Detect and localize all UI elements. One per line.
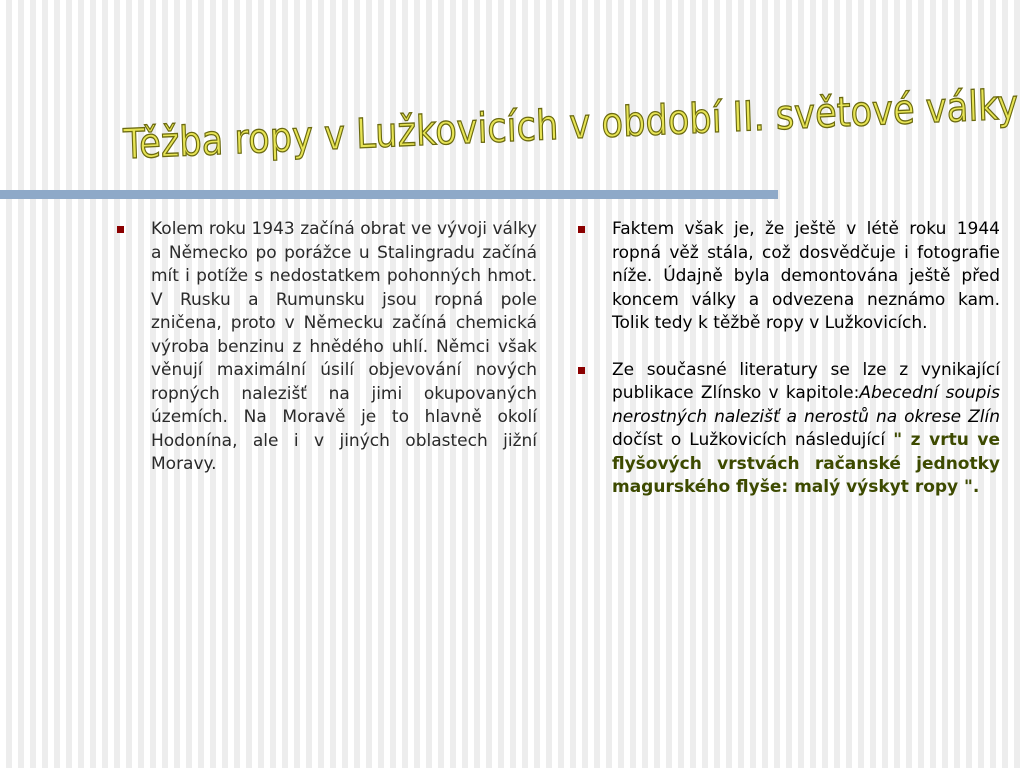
title-underline-rule <box>0 190 778 199</box>
bullet-item <box>113 218 537 477</box>
highlighted-quote: " z vrtu ve flyšových vrstvách račanské jednotky magurského flyše: malý výskyt ropy ". <box>612 430 1000 497</box>
right-paragraph-2 <box>612 359 1000 500</box>
square-bullet-icon <box>117 226 124 233</box>
bullet-item <box>574 218 1000 336</box>
slide-title: Těžba ropy v Lužkovicích v období II. světové války <box>122 80 1019 169</box>
paragraph-middle: dočíst o Lužkovicích následující <box>612 430 894 450</box>
publication-chapter-title: Abecední soupis nerostných nalezišť a nerostů na okrese Zlín <box>612 383 1000 427</box>
paragraph-intro: Ze současné literatury se lze z vynikající publikace Zlínsko v kapitole: <box>612 359 1000 403</box>
right-column <box>574 218 1000 523</box>
square-bullet-icon <box>578 367 585 374</box>
left-column <box>113 218 537 500</box>
left-paragraph: Kolem roku 1943 začíná obrat ve vývoji války a Německo po porážce u Stalingradu začíná mít i potíže s nedostatkem pohonných hmot. V Rusku a Rumunsku jsou ropná pole zničena, proto v Německu začíná chemická výroba benzinu z hnědého uhlí. Němci však věnují maximální úsilí objevování nových ropných nalezišť na jimi okupovaných územích. Na Moravě je to hlavně okolí Hodonína, ale i v jiných oblastech jižní Moravy. <box>151 219 537 474</box>
square-bullet-icon <box>578 226 585 233</box>
right-paragraph-1: Faktem však je, že ještě v létě roku 1944 ropná věž stála, což dosvědčuje i fotografie níže. Údajně byla demontována ještě před koncem války a odvezena neznámo kam. Tolik tedy k těžbě ropy v Lužkovicích. <box>612 219 1000 333</box>
bullet-item <box>574 359 1000 500</box>
